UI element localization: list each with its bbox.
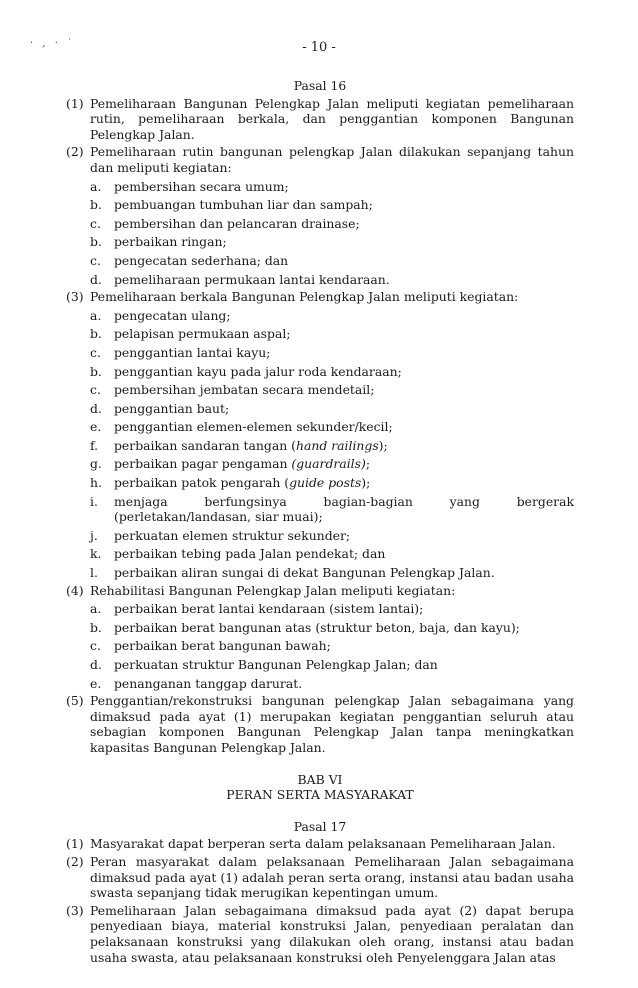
list-item-letter: j. <box>90 527 98 543</box>
list-item-letter: b. <box>90 619 102 635</box>
list-item-letter: e. <box>90 419 102 435</box>
ayat-text: Pemeliharaan berkala Bangunan Pelengkap Jalan meliputi kegiatan: <box>90 289 519 305</box>
pasal-17-ayat-1 <box>66 836 574 852</box>
pasal-16-heading: Pasal 16 <box>293 78 347 93</box>
list-item-letter: b. <box>90 363 102 379</box>
ayat-number: (2) <box>66 144 84 160</box>
bab-number: BAB VI <box>297 771 343 787</box>
ayat-number: (3) <box>66 289 84 305</box>
list-item-letter: g. <box>90 456 102 472</box>
list-item-text <box>114 179 574 195</box>
list-item-text <box>114 197 574 213</box>
ayat-number: (1) <box>66 95 84 111</box>
list-item-continuation: (perletakan/landasan, siar muai); <box>114 509 323 525</box>
list-item-letter: b. <box>90 326 102 342</box>
list-item-letter: c. <box>90 382 101 398</box>
list-item <box>90 475 574 491</box>
list-item-text <box>114 601 574 617</box>
ayat-number: (3) <box>66 902 84 918</box>
list-item-letter: a. <box>90 307 102 323</box>
list-item-text <box>114 382 574 398</box>
list-item-main: pembersihan dan pelancaran drainase; <box>114 215 360 231</box>
list-item-text <box>114 528 574 544</box>
list-item <box>90 326 574 342</box>
list-item-main: pengecatan ulang; <box>114 307 231 323</box>
list-item-text <box>114 401 574 417</box>
list-item-main: perbaikan berat bangunan atas (struktur beton, baja, dan kayu); <box>114 619 520 635</box>
list-item-text <box>114 234 574 250</box>
list-item <box>90 179 574 195</box>
list-item <box>90 401 574 417</box>
pasal-16-ayat-3 <box>66 289 574 305</box>
list-item-main: perbaikan pagar pengaman <box>114 456 292 472</box>
pasal-16-ayat-2 <box>66 144 574 175</box>
list-item-word: yang <box>449 493 480 509</box>
ayat-text: Pemeliharaan Bangunan Pelengkap Jalan meliputi kegiatan pemeliharaan rutin, pemeliharaan berkala, dan penggantian komponen Bangunan Pelengkap Jalan. <box>90 95 574 142</box>
list-item <box>90 528 574 544</box>
list-item-letter: c. <box>90 638 101 654</box>
list-item-letter: b. <box>90 234 102 250</box>
list-item-text <box>114 419 574 435</box>
list-item-letter: d. <box>90 400 102 416</box>
list-item-text <box>114 475 574 491</box>
list-item <box>90 546 574 562</box>
list-item-text <box>114 253 574 269</box>
list-item-main: penggantian lantai kayu; <box>114 344 271 360</box>
ayat-text: Pemeliharaan Jalan sebagaimana dimaksud pada ayat (2) dapat berupa penyediaan biaya, material konstruksi Jalan, penyediaan peralatan dan pelaksanaan konstruksi yang dilakukan oleh orang, instansi atau badan usaha swasta, atau pelaksanaan konstruksi oleh Penyelenggara Jalan atas <box>90 902 574 965</box>
list-item-main: perbaikan berat lantai kendaraan (sistem lantai); <box>114 601 424 617</box>
list-item-main: perbaikan sandaran tangan ( <box>114 437 296 453</box>
list-item-tail: ; <box>365 456 371 472</box>
list-item-main: pelapisan permukaan aspal; <box>114 326 291 342</box>
list-item-letter: i. <box>90 493 98 509</box>
ayat-3-list <box>66 308 574 581</box>
list-item <box>90 456 574 472</box>
list-item-main: pengecatan sederhana; dan <box>114 252 289 268</box>
list-item-text <box>114 272 574 288</box>
ayat-text: Masyarakat dapat berperan serta dalam pelaksanaan Pemeliharaan Jalan. <box>90 836 556 852</box>
ayat-text: Rehabilitasi Bangunan Pelengkap Jalan meliputi kegiatan: <box>90 582 456 598</box>
list-item <box>90 494 574 525</box>
list-item-main: perbaikan aliran sungai di dekat Bangunan Pelengkap Jalan. <box>114 565 495 581</box>
list-item <box>90 676 574 692</box>
list-item-letter: c. <box>90 215 101 231</box>
ayat-text: Pemeliharaan rutin bangunan pelengkap Jalan dilakukan sepanjang tahun dan meliputi kegiatan: <box>90 144 574 175</box>
list-item-main: perbaikan berat bangunan bawah; <box>114 638 331 654</box>
list-item-text <box>114 494 574 510</box>
ayat-number: (2) <box>66 853 84 869</box>
list-item-foreign-term: hand railings <box>295 437 379 453</box>
list-item-letter: l. <box>90 565 98 581</box>
list-item-letter: e. <box>90 675 102 691</box>
list-item-main: perbaikan patok pengarah ( <box>114 475 290 491</box>
list-item-main: penggantian elemen-elemen sekunder/kecil; <box>114 419 393 435</box>
list-item <box>90 216 574 232</box>
list-item-text <box>114 546 574 562</box>
pasal-17-ayat-2 <box>66 854 574 901</box>
page-number: - 10 - <box>302 40 336 55</box>
list-item-main: perkuatan elemen struktur sekunder; <box>114 527 351 543</box>
list-item-text <box>114 676 574 692</box>
list-item <box>90 657 574 673</box>
document-body <box>66 78 574 965</box>
list-item-main: perbaikan tebing pada Jalan pendekat; dan <box>114 546 386 562</box>
list-item <box>90 438 574 454</box>
list-item <box>90 620 574 636</box>
list-item-letter: c. <box>90 344 101 360</box>
list-item-letter: a. <box>90 601 102 617</box>
list-item <box>90 253 574 269</box>
list-item <box>90 345 574 361</box>
list-item-main: pembersihan secara umum; <box>114 178 289 194</box>
list-item-foreign-term: guide posts <box>289 475 362 491</box>
list-item-text <box>114 456 574 472</box>
list-item <box>90 272 574 288</box>
ayat-text: Penggantian/rekonstruksi bangunan pelengkap Jalan sebagaimana yang dimaksud pada ayat (1) merupakan kegiatan penggantian seluruh atau sebagian komponen Bangunan Pelengkap Jalan tanpa meningkatkan kapasitas Bangunan Pelengkap Jalan. <box>90 693 574 755</box>
list-item-text <box>114 216 574 232</box>
list-item-main: pembuangan tumbuhan liar dan sampah; <box>114 197 373 213</box>
list-item-text <box>114 620 574 636</box>
list-item-text <box>114 657 574 673</box>
ayat-4-list <box>66 601 574 691</box>
list-item-word: bergerak <box>516 493 574 509</box>
ayat-number: (1) <box>66 836 84 852</box>
list-item-main: penanganan tanggap darurat. <box>114 675 303 691</box>
list-item-text <box>114 364 574 380</box>
list-item-foreign-term: (guardrails) <box>291 456 366 472</box>
list-item-letter: h. <box>90 475 102 491</box>
ayat-text: Peran masyarakat dalam pelaksanaan Pemeliharaan Jalan sebagaimana dimaksud pada ayat (1) adalah peran serta orang, instansi atau badan usaha swasta sepanjang tidak merugikan kepentingan umum. <box>90 853 574 901</box>
pasal-16-ayat-1 <box>66 96 574 143</box>
list-item-text <box>114 638 574 654</box>
list-item <box>90 197 574 213</box>
ayat-number: (5) <box>66 693 84 709</box>
list-item <box>90 234 574 250</box>
list-item-letter: d. <box>90 657 102 672</box>
list-item-main: perbaikan ringan; <box>114 234 227 250</box>
pasal-17-heading: Pasal 17 <box>293 818 347 834</box>
pasal-16-ayat-5 <box>66 693 574 755</box>
list-item-main: penggantian baut; <box>114 400 230 416</box>
list-item-word: bagian-bagian <box>323 493 413 509</box>
list-item <box>90 565 574 581</box>
list-item-tail: ); <box>378 437 388 453</box>
list-item-letter: a. <box>90 178 102 194</box>
list-item-letter: k. <box>90 546 102 562</box>
list-item-main: penggantian kayu pada jalur roda kendaraan; <box>114 363 402 379</box>
list-item-main: pembersihan jembatan secara mendetail; <box>114 382 375 398</box>
ayat-2-list <box>66 179 574 288</box>
list-item-text <box>114 565 574 581</box>
list-item <box>90 308 574 324</box>
list-item-main: perkuatan struktur Bangunan Pelengkap Jalan; dan <box>114 657 438 672</box>
scan-specks: · , · ˙ <box>30 38 76 49</box>
list-item-letter: b. <box>90 197 102 213</box>
list-item-text <box>114 326 574 342</box>
bab-title: PERAN SERTA MASYARAKAT <box>226 787 414 803</box>
list-item <box>90 419 574 435</box>
list-item-word: berfungsinya <box>204 493 287 509</box>
list-item-main: pemeliharaan permukaan lantai kendaraan. <box>114 271 390 287</box>
list-item-letter: d. <box>90 271 102 287</box>
list-item-text <box>114 308 574 324</box>
list-item-letter: f. <box>90 437 99 453</box>
ayat-number: (4) <box>66 582 84 598</box>
pasal-16-ayat-4 <box>66 583 574 599</box>
list-item-word: menjaga <box>114 493 168 509</box>
list-item <box>90 382 574 398</box>
pasal-17-ayat-3 <box>66 903 574 965</box>
list-item-tail: ); <box>361 475 371 491</box>
list-item <box>90 601 574 617</box>
list-item-letter: c. <box>90 252 101 268</box>
list-item <box>90 364 574 380</box>
list-item <box>90 638 574 654</box>
list-item-text <box>114 345 574 361</box>
list-item-text <box>114 438 574 454</box>
